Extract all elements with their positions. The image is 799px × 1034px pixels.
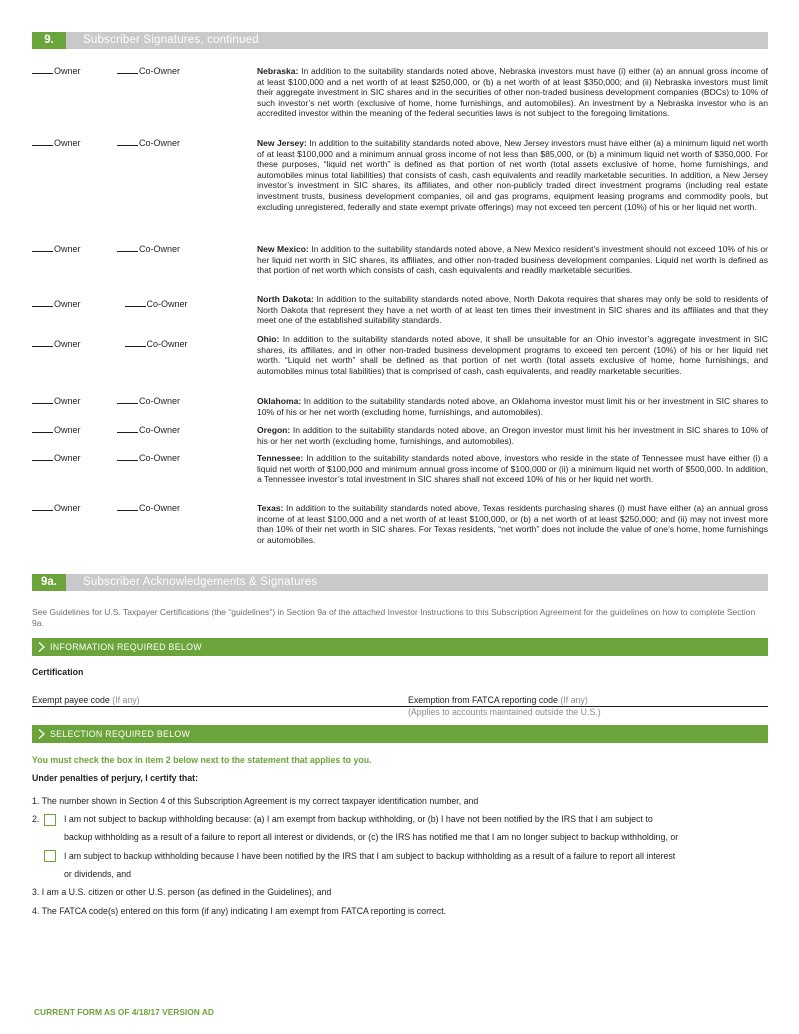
not-subject-backup-withholding-checkbox[interactable]	[44, 814, 56, 826]
owner-initial-blank[interactable]	[32, 403, 53, 404]
co-owner-initial[interactable]	[117, 453, 180, 463]
owner-initial[interactable]	[32, 339, 81, 349]
guidelines-intro: See Guidelines for U.S. Taxpayer Certifications (the “guidelines”) in Section 9a of the attached Investor Instructions to this Subscription Agreement for the guidelines on how to complete Section 9a.	[32, 607, 756, 628]
state-suitability-text	[257, 503, 768, 545]
cert-item-1: 1. The number shown in Section 4 of this Subscription Agreement is my correct taxpayer identification number, and	[32, 796, 479, 806]
state-suitability-text	[257, 396, 768, 417]
chevron-right-icon	[37, 642, 46, 652]
selection-required-bar	[32, 725, 768, 743]
owner-initial[interactable]	[32, 453, 81, 463]
owner-label: Owner	[54, 138, 81, 148]
state-suitability-text	[257, 138, 768, 212]
co-owner-label: Co-Owner	[139, 425, 181, 435]
co-owner-initial[interactable]	[117, 396, 180, 406]
owner-initial-blank[interactable]	[32, 306, 53, 307]
cert-item-2a-line-1: I am not subject to backup withholding because: (a) I am exempt from backup withholding, or (b) I have not been notified by the IRS that I am subject to	[64, 814, 653, 824]
owner-label: Owner	[54, 339, 81, 349]
certification-heading: Certification	[32, 667, 84, 677]
owner-initial[interactable]	[32, 396, 81, 406]
bar-label: SELECTION REQUIRED BELOW	[50, 729, 191, 739]
information-required-bar	[32, 638, 768, 656]
owner-initial[interactable]	[32, 138, 81, 148]
owner-label: Owner	[54, 503, 81, 513]
co-owner-label: Co-Owner	[146, 299, 188, 309]
state-name: Nebraska:	[257, 66, 299, 76]
exempt-payee-hint: (If any)	[112, 695, 140, 705]
exempt-payee-label-text: Exempt payee code	[32, 695, 110, 705]
cert-item-4: 4. The FATCA code(s) entered on this form (if any) indicating I am exempt from FATCA reporting is correct.	[32, 906, 447, 916]
co-owner-initial-blank[interactable]	[117, 145, 138, 146]
state-suitability-text	[257, 294, 768, 326]
fatca-label-text: Exemption from FATCA reporting code	[408, 695, 558, 705]
owner-initial-blank[interactable]	[32, 460, 53, 461]
co-owner-initial[interactable]	[125, 339, 188, 349]
co-owner-initial[interactable]	[117, 244, 180, 254]
co-owner-initial[interactable]	[117, 503, 180, 513]
co-owner-label: Co-Owner	[146, 339, 188, 349]
co-owner-label: Co-Owner	[139, 66, 181, 76]
owner-initial[interactable]	[32, 244, 81, 254]
owner-initial-blank[interactable]	[32, 510, 53, 511]
co-owner-initial-blank[interactable]	[117, 403, 138, 404]
section-title: Subscriber Signatures, continued	[83, 34, 259, 46]
state-suitability-text	[257, 453, 768, 485]
state-suitability-text	[257, 425, 768, 446]
state-name: North Dakota:	[257, 294, 314, 304]
state-name: New Mexico:	[257, 244, 309, 254]
co-owner-initial-blank[interactable]	[125, 306, 146, 307]
cert-item-2-number: 2.	[32, 814, 40, 824]
section-title: Subscriber Acknowledgements & Signatures	[83, 576, 318, 588]
owner-label: Owner	[54, 453, 81, 463]
cert-item-3: 3. I am a U.S. citizen or other U.S. person (as defined in the Guidelines), and	[32, 887, 332, 897]
section-9a-header	[32, 574, 768, 591]
exempt-payee-field-line[interactable]	[32, 706, 768, 707]
fatca-hint: (If any)	[560, 695, 588, 705]
owner-label: Owner	[54, 299, 81, 309]
owner-initial[interactable]	[32, 299, 81, 309]
cert-item-2a-line-2: backup withholding as a result of a failure to report all interest or dividends, or (c) the IRS has notified me that I am no longer subject to backup withholding, or	[64, 832, 679, 842]
must-check-instruction: You must check the box in item 2 below next to the statement that applies to you.	[32, 755, 372, 765]
section-number: 9a.	[32, 574, 66, 591]
exempt-payee-label	[32, 695, 140, 705]
co-owner-initial-blank[interactable]	[117, 460, 138, 461]
co-owner-initial[interactable]	[117, 66, 180, 76]
state-body: In addition to the suitability standards noted above, North Dakota requires that shares may only be sold to residents of North Dakota that represent they have a net worth of at least ten times their investment in SIC shares and its affiliates and that they meet one of the established suitability standards.	[257, 294, 768, 326]
owner-initial-blank[interactable]	[32, 432, 53, 433]
co-owner-label: Co-Owner	[139, 503, 181, 513]
co-owner-label: Co-Owner	[139, 453, 181, 463]
bar-label: INFORMATION REQUIRED BELOW	[50, 642, 202, 652]
owner-initial[interactable]	[32, 425, 81, 435]
state-name: Tennessee:	[257, 453, 304, 463]
co-owner-initial-blank[interactable]	[117, 510, 138, 511]
owner-label: Owner	[54, 396, 81, 406]
state-name: Oklahoma:	[257, 396, 302, 406]
chevron-right-icon	[37, 729, 46, 739]
owner-initial[interactable]	[32, 503, 81, 513]
under-penalties-heading: Under penalties of perjury, I certify that:	[32, 773, 199, 783]
owner-initial-blank[interactable]	[32, 251, 53, 252]
state-body: In addition to the suitability standards noted above, New Jersey investors must have either (a) a minimum liquid net worth of at least $100,000 and a minimum annual gross income of not less than $85,000, or (b) a minimum liquid net worth of $350,000. For these purposes, “liquid net worth” is defined as that portion of net worth (total assets exclusive of home, home furnishings, and automobiles minus total liabilities) that consists of cash, cash equivalents and readily marketable securities. In addition, a New Jersey investor’s investment in SIC shares, its affiliates, and other non-publicly traded direct investment programs (including real estate investment trusts, business development companies, oil and gas programs, equipment leasing programs and commodity pools, but excluding unregistered, federally and state exempt private offerings) may not exceed ten percent (10%) of his or her liquid net worth.	[257, 138, 768, 212]
fatca-note: (Applies to accounts maintained outside the U.S.)	[408, 707, 601, 717]
state-name: Texas:	[257, 503, 284, 513]
state-body: In addition to the suitability standards noted above, an Oregon investor must limit his her investment in SIC shares to 10% of his or her net worth (excluding home, furnishings, and automobiles).	[257, 425, 768, 446]
state-suitability-text	[257, 244, 768, 276]
subject-backup-withholding-checkbox[interactable]	[44, 850, 56, 862]
section-number: 9.	[32, 32, 66, 49]
owner-label: Owner	[54, 66, 81, 76]
state-body: In addition to the suitability standards noted above, an Oklahoma investor must limit his or her investment in SIC shares to 10% of his or her net worth (excluding home, furnishings, and automobiles).	[257, 396, 768, 417]
owner-initial-blank[interactable]	[32, 346, 53, 347]
state-body: In addition to the suitability standards noted above, it shall be unsuitable for an Ohio investor’s aggregate investment in SIC shares, its affiliates, and in other non-traded business development programs to exceed ten percent (10%) of his or her liquid net worth. “Liquid net worth” shall be defined as that portion of net worth (total assets exclusive of home, home furnishings, and automobiles minus total liabilities) that is comprised of cash, cash equivalents, and readily marketable securities.	[257, 334, 768, 376]
co-owner-label: Co-Owner	[139, 138, 181, 148]
state-body: In addition to the suitability standards noted above, a New Mexico resident’s investment should not exceed 10% of his or her liquid net worth in SIC shares, its affiliates, and other non-traded business development companies. Liquid net worth is defined as that portion of net worth which consists of cash, cash equivalents and readily marketable securities.	[257, 244, 768, 276]
co-owner-initial-blank[interactable]	[125, 346, 146, 347]
form-version-footer: CURRENT FORM AS OF 4/18/17 VERSION AD	[34, 1007, 214, 1017]
co-owner-initial[interactable]	[117, 425, 180, 435]
co-owner-initial[interactable]	[125, 299, 188, 309]
state-name: New Jersey:	[257, 138, 307, 148]
co-owner-initial-blank[interactable]	[117, 73, 138, 74]
section-9-header	[32, 32, 768, 49]
state-suitability-text	[257, 66, 768, 119]
state-name: Oregon:	[257, 425, 291, 435]
state-body: In addition to the suitability standards noted above, Texas residents purchasing shares (i) must have either (a) an annual gross income of at least $100,000 and a net worth of at least $100,000, or (b) a net worth of at least $250,000; and (ii) may not invest more than 10% of their net worth in SIC shares. For Texas residents, “net worth” does not include the value of one’s home, home furnishings or automobiles.	[257, 503, 768, 545]
state-body: In addition to the suitability standards noted above, investors who reside in the state of Tennessee must have either (i) a liquid net worth of $100,000 and minimum annual gross income of $100,000 or (ii) a minimum liquid net worth of $500,000. In addition, a Tennessee investor’s total investment in SIC shares shall not exceed 10% of his or her liquid net worth.	[257, 453, 768, 485]
co-owner-label: Co-Owner	[139, 244, 181, 254]
co-owner-initial[interactable]	[117, 138, 180, 148]
fatca-exemption-label	[408, 695, 588, 705]
cert-item-2b-line-2: or dividends, and	[64, 869, 131, 879]
owner-initial-blank[interactable]	[32, 145, 53, 146]
state-body: In addition to the suitability standards noted above, Nebraska investors must have (i) either (a) an annual gross income of at least $100,000 and a net worth of at least $250,000, or (b) a net worth of at least $350,000; and (ii) Nebraska investors must limit their aggregate investment in SIC shares and in the securities of other non-traded business development companies (BDCs) to 10% of such investor’s net worth (exclusive of home, home furnishings, and automobiles). An investment by a Nebraska investor who is an accredited investor within the meaning of the federal securities laws is not subject to the foregoing limitations.	[257, 66, 768, 119]
state-name: Ohio:	[257, 334, 280, 344]
state-suitability-text	[257, 334, 768, 376]
owner-initial[interactable]	[32, 66, 81, 76]
cert-item-2b-line-1: I am subject to backup withholding because I have been notified by the IRS that I am subject to backup withholding as a result of a failure to report all interest	[64, 851, 676, 861]
co-owner-initial-blank[interactable]	[117, 251, 138, 252]
owner-label: Owner	[54, 425, 81, 435]
owner-label: Owner	[54, 244, 81, 254]
co-owner-label: Co-Owner	[139, 396, 181, 406]
owner-initial-blank[interactable]	[32, 73, 53, 74]
co-owner-initial-blank[interactable]	[117, 432, 138, 433]
